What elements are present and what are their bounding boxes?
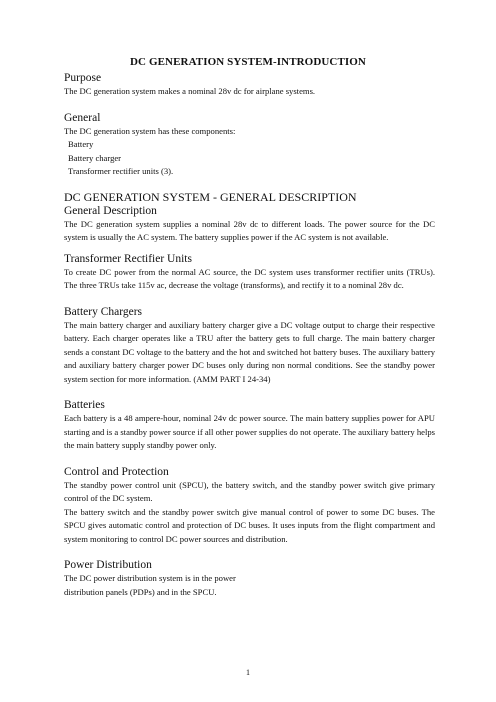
- component-item-battery-charger: Battery charger: [68, 152, 122, 163]
- page-title: DC GENERATION SYSTEM-INTRODUCTION: [130, 56, 366, 68]
- page-number: 1: [246, 668, 250, 677]
- component-item-tru: Transformer rectifier units (3).: [68, 166, 174, 176]
- battery-chargers-text: The main battery charger and auxiliary battery charger give a DC voltage output to charge their respective battery. Each charger operates like a TRU after the battery gets to full charge. The main battery charger sends a constant DC voltage to the battery and the hot and switched hot battery buses. The auxiliary battery and auxiliary battery charger power DC buses only during non normal conditions. See the standby power system section for more information. (AMM PART I 24-34): [64, 319, 435, 384]
- general-description-heading: General Description: [64, 204, 157, 217]
- batteries-heading: Batteries: [64, 399, 105, 411]
- general-text: The DC generation system has these components:: [64, 125, 236, 136]
- general-heading: General: [64, 111, 101, 124]
- control-protection-text-1: The standby power control unit (SPCU), the battery switch, and the standby power switch give primary control of the DC system.: [64, 479, 435, 503]
- component-item-battery: Battery: [68, 139, 94, 149]
- control-protection-heading: Control and Protection: [64, 465, 169, 478]
- battery-chargers-heading: Battery Chargers: [64, 305, 143, 318]
- control-protection-text-2: The battery switch and the standby power switch give manual control of power to some DC buses. The SPCU gives automatic control and protection of DC buses. It uses inputs from the flight compartment and system monitoring to control DC power sources and distribution.: [64, 506, 435, 544]
- general-description-text: The DC generation system supplies a nominal 28v dc to different loads. The power source for the DC system is usually the AC system. The battery supplies power if the AC system is not available.: [64, 218, 435, 242]
- tru-text: To create DC power from the normal AC source, the DC system uses transformer rectifier units (TRUs). The three TRUs take 115v ac, decrease the voltage (transforms), and rectify it to a nominal 28v dc.: [64, 266, 435, 290]
- purpose-text: The DC generation system makes a nominal 28v dc for airplane systems.: [64, 86, 316, 96]
- section-heading-general-description: DC GENERATION SYSTEM - GENERAL DESCRIPTION: [64, 189, 357, 204]
- document-body: [64, 71, 435, 599]
- purpose-heading: Purpose: [64, 72, 102, 84]
- power-distribution-heading: Power Distribution: [64, 559, 152, 571]
- tru-heading: Transformer Rectifier Units: [64, 252, 192, 265]
- batteries-text: Each battery is a 48 ampere-hour, nominal 24v dc power source. The main battery supplies power for APU starting and is a standby power source if all other power supplies do not operate. The auxiliary battery helps the main battery supply standby power only.: [64, 413, 435, 450]
- power-distribution-line-2: distribution panels (PDPs) and in the SPCU.: [64, 586, 217, 597]
- power-distribution-line-1: The DC power distribution system is in the power: [64, 573, 236, 583]
